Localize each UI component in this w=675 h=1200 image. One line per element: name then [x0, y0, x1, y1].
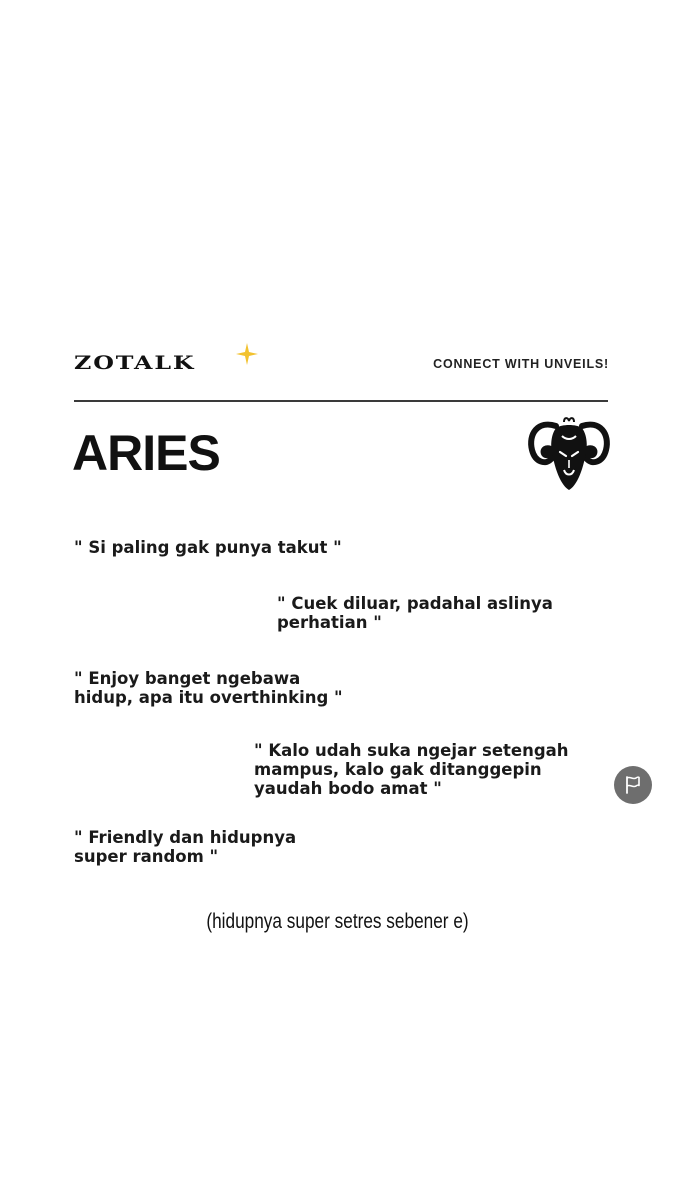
ram-head-icon	[526, 416, 612, 494]
tagline: CONNECT WITH UNVEILS!	[433, 357, 609, 371]
header-divider	[74, 400, 608, 402]
quote-3: " Enjoy banget ngebawa hidup, apa itu overthinking "	[74, 669, 343, 707]
sparkle-icon	[236, 343, 258, 365]
flag-icon	[623, 775, 643, 795]
page-title: ARIES	[72, 425, 220, 481]
report-button[interactable]	[614, 766, 652, 804]
quote-5: " Friendly dan hidupnya super random "	[74, 828, 297, 866]
quote-1: " Si paling gak punya takut "	[74, 538, 342, 557]
brand-logo: ZOTALK	[74, 352, 196, 374]
story-caption: (hidupnya super setres sebener e)	[206, 910, 469, 933]
quote-4: " Kalo udah suka ngejar setengah mampus, kalo gak ditanggepin yaudah bodo amat "	[254, 741, 569, 798]
quote-2: " Cuek diluar, padahal aslinya perhatian "	[277, 594, 553, 632]
